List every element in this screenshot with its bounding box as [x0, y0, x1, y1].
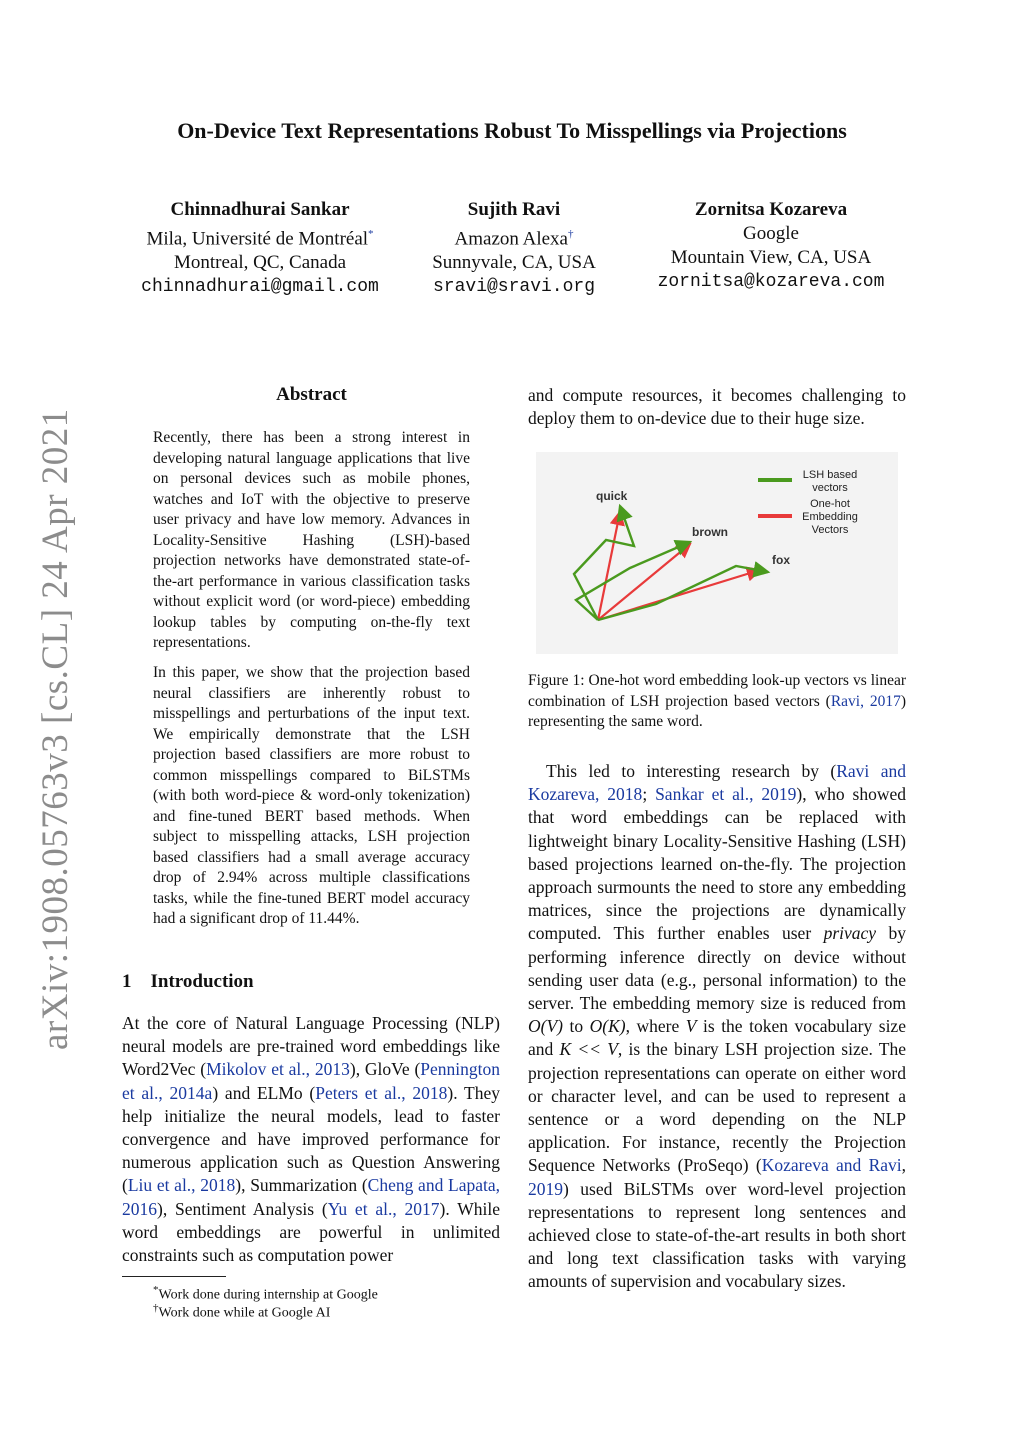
section-heading-introduction	[122, 971, 500, 993]
word-label-quick: quick	[596, 489, 628, 503]
author-name: Zornitsa Kozareva	[694, 199, 848, 220]
caption-text: Figure 1: One-hot word embedding look-up vectors vs linear combination of LSH projection based vectors (	[528, 672, 906, 710]
legend-onehot-line-1: One-hot	[810, 498, 850, 510]
abstract-paragraph-2: In this paper, we show that the projection based neural classifiers are inherently robust to misspellings and perturbations of the input text. We empirically demonstrate that the LSH projection based classifiers are more robust to common misspellings compared to BiLSTMs (with both word-piece & word-only tokenization) and fine-tuned BERT based methods. When subject to misspelling attacks, LSH projection based classifiers had a small average accuracy drop of 2.94% across multiple classifications tasks, while the fine-tuned BERT model accuracy had a significant drop of 11.44%.	[153, 664, 470, 927]
math-expression: V	[685, 1016, 697, 1037]
author-name: Sujith Ravi	[467, 199, 561, 220]
citation-link[interactable]: 2019	[528, 1178, 563, 1199]
footnote-2	[153, 1299, 330, 1323]
author-location: Mountain View, CA, USA	[670, 247, 872, 268]
right-column-continuation: and compute resources, it becomes challenging to deploy them to on-device due to their huge size.	[528, 385, 906, 429]
text-span: by performing inference directly on device without sending user data (e.g., personal information) to the server. The embedding memory size is reduced from	[528, 923, 907, 1014]
abstract-heading: Abstract	[276, 384, 347, 405]
legend-onehot-line-3: Vectors	[811, 524, 849, 536]
footnote-mark[interactable]: *	[368, 228, 374, 240]
author-location: Montreal, QC, Canada	[173, 252, 346, 274]
math-expression: K << V	[559, 1039, 618, 1060]
author-block-2	[364, 198, 664, 299]
figure-1-diagram	[536, 452, 898, 654]
citation-link[interactable]: Ravi, 2017	[830, 692, 901, 710]
author-name: Chinnadhurai Sankar	[170, 199, 350, 220]
section-title: Introduction	[150, 971, 254, 992]
text-span: ), Summarization (	[235, 1175, 368, 1196]
right-column-paragraph	[528, 760, 906, 1294]
citation-link[interactable]: Ravi and Kozareva, 2018	[528, 761, 906, 805]
author-block-3	[621, 198, 921, 294]
text-span: , where	[625, 1016, 686, 1037]
text-span: ,	[901, 1155, 906, 1176]
footnote-text: Work done while at Google AI	[158, 1305, 331, 1321]
paper-title: On-Device Text Representations Robust To Misspellings via Projections	[177, 118, 847, 143]
text-span: ) used BiLSTMs over word-level projection representations to represent long sentences and achieved close to state-of-the-art results in both short and long text classification tasks with varying amounts of supervision and vocabulary sizes.	[528, 1178, 906, 1292]
text-span: ), who showed that word embeddings can be replaced with lightweight binary Locality-Sensitive Hashing (LSH) based projections learned on-the-fly. The projection approach surmounts the need to store any embedding matrices, since the projections are dynamically computed. This further enables user	[528, 784, 906, 944]
author-email: chinnadhurai@gmail.com	[141, 277, 379, 298]
author-location: Sunnyvale, CA, USA	[432, 252, 596, 274]
citation-link[interactable]: Kozareva and Ravi	[761, 1155, 902, 1176]
citation-link[interactable]: Sankar et al., 2019	[655, 784, 797, 805]
arxiv-stamp: arXiv:1908.05763v3 [cs.CL] 24 Apr 2021	[35, 408, 76, 1050]
citation-link[interactable]: Cheng and Lapata, 2016	[122, 1175, 501, 1219]
text-span: ;	[642, 784, 656, 805]
text-span: ), GloVe (	[349, 1059, 421, 1080]
figure-1-caption	[528, 671, 906, 733]
citation-link[interactable]: Peters et al., 2018	[315, 1082, 448, 1103]
citation-link[interactable]: Yu et al., 2017	[327, 1198, 440, 1219]
citation-link[interactable]: Pennington et al., 2014a	[122, 1059, 501, 1103]
text-span: is the token vocabulary size and	[528, 1016, 906, 1060]
legend-lsh-line-1: LSH based	[802, 469, 858, 481]
word-label-brown: brown	[692, 525, 728, 539]
author-email: sravi@sravi.org	[432, 277, 596, 298]
footnote-mark[interactable]: †	[567, 228, 574, 240]
caption-text: ) representing the same word.	[528, 692, 906, 730]
author-affiliation: Google	[743, 223, 799, 244]
text-span: ), Sentiment Analysis (	[157, 1198, 328, 1219]
introduction-paragraph	[122, 1012, 500, 1267]
author-affiliation: Mila, Université de Montréal	[146, 228, 369, 250]
text-span: ). While word embeddings are powerful in unlimited constraints such as computation power	[122, 1198, 500, 1266]
footnote-marker: †	[153, 1302, 159, 1314]
author-affiliation: Amazon Alexa	[454, 228, 568, 250]
text-span: This led to interesting research by (	[546, 761, 837, 781]
math-expression: O(K)	[589, 1016, 626, 1037]
text-span: ) and ELMo (	[212, 1082, 316, 1103]
math-expression: O(V)	[528, 1016, 563, 1037]
word-label-fox: fox	[772, 553, 790, 567]
footnote-marker: *	[153, 1284, 159, 1296]
footnote-rule	[122, 1276, 226, 1277]
text-span: , is the binary LSH projection size. The projection representations can operate on either word or character level, and can be used to represent a sentence or a word depending on the NLP application. For instance, recently the Projection Sequence Networks (ProSeqo) (	[528, 1039, 906, 1176]
citation-link[interactable]: Mikolov et al., 2013	[206, 1059, 350, 1080]
text-span: At the core of Natural Language Processing (NLP) neural models are pre-trained word embeddings like Word2Vec (	[122, 1013, 500, 1080]
text-span: to	[562, 1016, 590, 1037]
legend-lsh-line-2: vectors	[812, 482, 848, 494]
emphasis-privacy: privacy	[823, 923, 877, 944]
legend-onehot-line-2: Embedding	[802, 511, 858, 523]
author-email: zornitsa@kozareva.com	[657, 272, 885, 292]
citation-link[interactable]: Liu et al., 2018	[127, 1175, 236, 1196]
section-number: 1	[122, 971, 132, 992]
text-span: ). They help initialize the neural models, lead to faster convergence and have improved performance for numerous application such as Question Answering (	[122, 1082, 500, 1196]
abstract-paragraph-1: Recently, there has been a strong interest in developing natural language applications that live on personal devices such as mobile phones, watches and IoT with the objective to preserve user privacy and have low memory. Advances in Locality-Sensitive Hashing (LSH)-based projection networks have demonstrated state-of-the-art performance in various classification tasks without explicit word (or word-piece) embedding lookup tables by computing on-the-fly text representations.	[153, 429, 470, 651]
footnote-text: Work done during internship at Google	[158, 1287, 378, 1303]
